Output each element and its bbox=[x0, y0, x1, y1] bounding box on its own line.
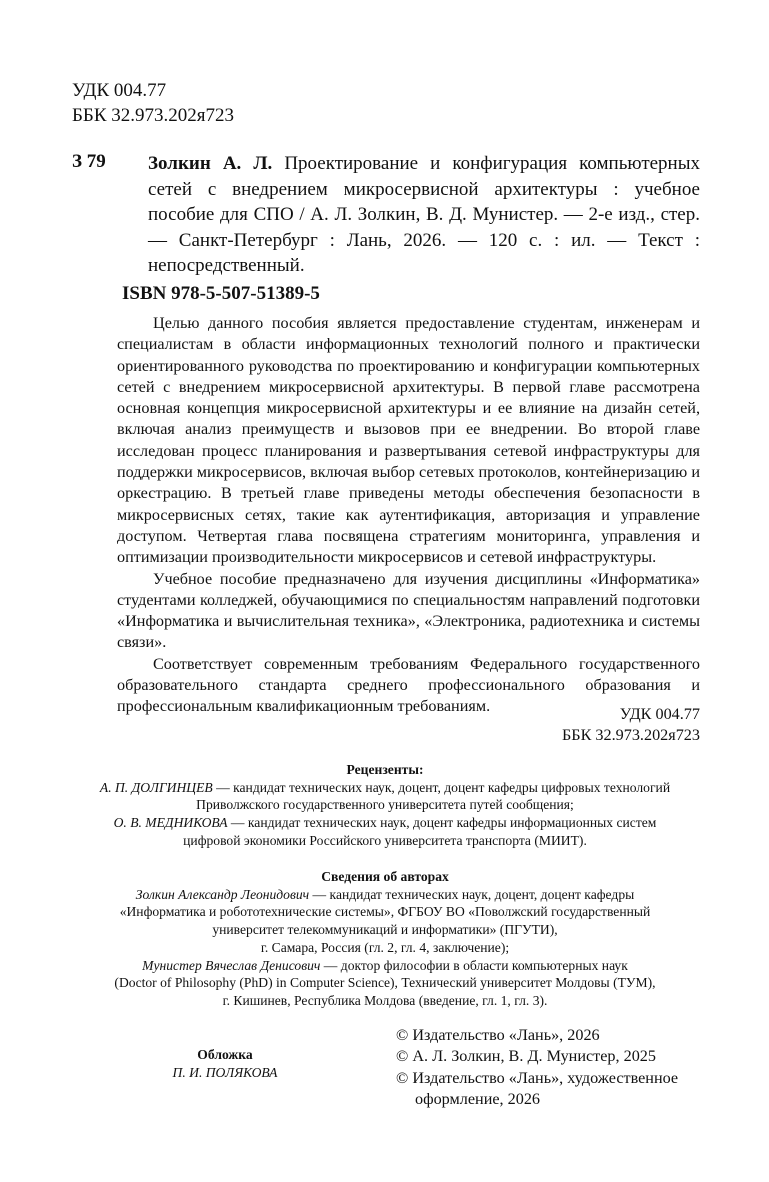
author-2 bbox=[60, 957, 710, 975]
annotation-paragraph-2: Учебное пособие предназначено для изучения дисциплины «Информатика» студентами колледжей, обучающимися по специальностям направлений подготовки «Информатика и вычислительная техника», «Электроника, радиотехника и системы связи». bbox=[117, 569, 700, 652]
authors-section bbox=[60, 868, 710, 1010]
reviewer-1 bbox=[60, 779, 710, 797]
reviewers-section bbox=[60, 761, 710, 850]
bbk-code: ББК 32.973.202я723 bbox=[72, 105, 234, 126]
record-author: Золкин А. Л. bbox=[148, 153, 273, 174]
reviewer-2 bbox=[60, 814, 710, 832]
classification-codes bbox=[72, 78, 234, 128]
reviewer-2-name: О. В. МЕДНИКОВА bbox=[113, 815, 228, 831]
cover-label: Обложка bbox=[197, 1047, 253, 1062]
annotation-paragraph-1: Целью данного пособия является предоставление студентам, инженерам и специалистам в области информационных технологий полного и практически ориентированного руководства по проектированию и конфигурации компьютерных сетей с внедрением микросервисной архитектуры. В первой главе рассмотрена основная концепция микросервисной архитектуры и ее влияние на дизайн сетей, включая анализ преимуществ и вызовов при ее внедрении. Во второй главе исследован процесс планирования и развертывания сетевой инфраструктуры для поддержки микросервисов, включая выбор сетевых протоколов, контейнеризацию и оркестрацию. В третьей главе приведены методы обеспечения безопасности в микросервисных сетях, такие как аутентификация, авторизация и управление доступом. Четвертая глава посвящена стратегиям мониторинга, управления и оптимизации производительности микросервисов и сетевой инфраструктуры. bbox=[117, 314, 700, 567]
cover-designer: П. И. ПОЛЯКОВА bbox=[172, 1064, 278, 1080]
isbn: ISBN 978-5-507-51389-5 bbox=[122, 283, 320, 304]
author-1 bbox=[60, 886, 710, 904]
reviewer-1-affiliation: Приволжского государственного университета путей сообщения; bbox=[196, 797, 574, 813]
reviewer-2-affiliation: цифровой экономики Российского университета транспорта (МИИТ). bbox=[183, 832, 587, 848]
copyright-design-cont: оформление, 2026 bbox=[415, 1089, 541, 1108]
author-2-title: — доктор философии в области компьютерных наук bbox=[320, 957, 628, 973]
bibliographic-record bbox=[148, 151, 700, 279]
copyright-publisher: © Издательство «Лань», 2026 bbox=[396, 1026, 600, 1044]
reviewer-2-title: — кандидат технических наук, доцент кафедры информационных систем bbox=[227, 815, 657, 831]
classification-codes-repeat bbox=[562, 704, 700, 747]
udk-code-repeat: УДК 004.77 bbox=[619, 705, 700, 723]
author-2-name: Мунистер Вячеслав Денисович bbox=[142, 957, 321, 973]
cover-credit bbox=[150, 1046, 300, 1081]
author-2-line-2: (Doctor of Philosophy (PhD) in Computer Science), Технический университет Молдовы (ТУМ), bbox=[114, 975, 656, 991]
copyright-authors: © А. Л. Золкин, В. Д. Мунистер, 2025 bbox=[396, 1047, 656, 1066]
annotation bbox=[117, 313, 700, 718]
authors-heading: Сведения об авторах bbox=[321, 869, 449, 884]
author-1-line-3: университет телекоммуникаций и информатики» (ПГУТИ), bbox=[212, 922, 558, 938]
bbk-code-repeat: ББК 32.973.202я723 bbox=[561, 726, 700, 745]
author-mark: З 79 bbox=[72, 151, 106, 172]
annotation-paragraph-3: Соответствует современным требованиям Федерального государственного образовательного стандарта среднего профессионального образования и профессиональным квалификационным требованиям. bbox=[117, 654, 700, 716]
author-1-line-4: г. Самара, Россия (гл. 2, гл. 4, заключение); bbox=[260, 939, 510, 955]
reviewer-1-title: — кандидат технических наук, доцент, доцент кафедры цифровых технологий bbox=[212, 779, 671, 795]
author-2-line-3: г. Кишинев, Республика Молдова (введение, гл. 1, гл. 3). bbox=[222, 992, 548, 1008]
author-1-name: Золкин Александр Леонидович bbox=[135, 886, 310, 902]
copyright-design: © Издательство «Лань», художественное bbox=[396, 1068, 679, 1087]
record-description: Проектирование и конфигурация компьютерных сетей с внедрением микросервисной архитектуры : учебное пособие для СПО / А. Л. Золкин, В. Д. Мунистер. — 2-е изд., стер. — Санкт-Петербург : Лань, 2026. — 120 с. : ил. — Текст : непосредственный. bbox=[148, 153, 700, 276]
reviewers-heading: Рецензенты: bbox=[346, 762, 424, 777]
author-1-line-2: «Информатика и робототехнические системы», ФГБОУ ВО «Поволжский государственный bbox=[119, 904, 651, 920]
copyright-block bbox=[396, 1025, 678, 1110]
author-1-title: — кандидат технических наук, доцент, доцент кафедры bbox=[309, 886, 635, 902]
udk-code: УДК 004.77 bbox=[72, 80, 167, 101]
reviewer-1-name: А. П. ДОЛГИНЦЕВ bbox=[99, 779, 213, 795]
